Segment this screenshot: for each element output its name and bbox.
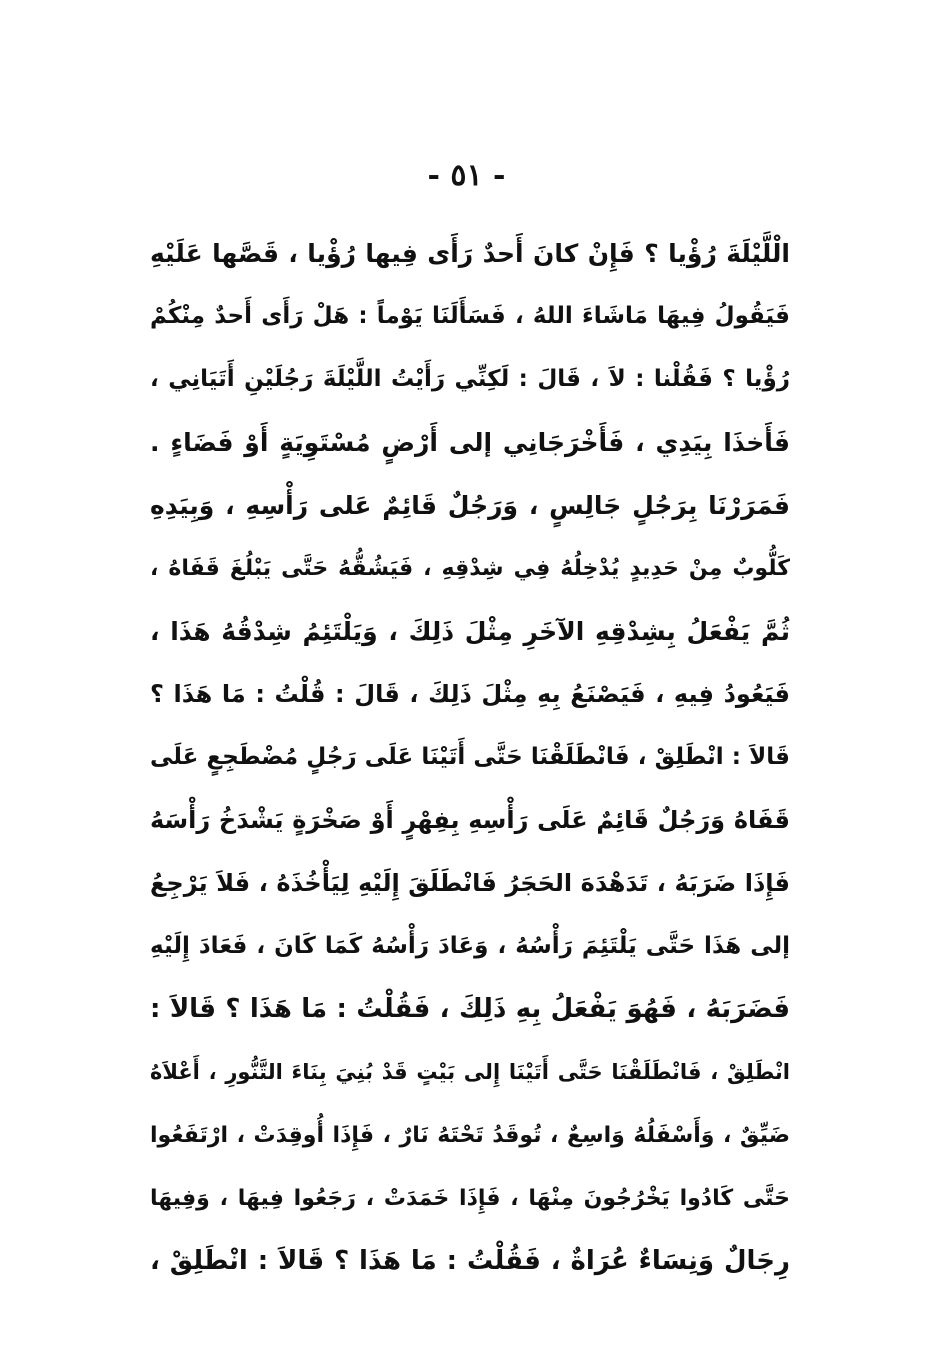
text-line: ثُمَّ يَفْعَلُ بِشِدْقِهِ الآخَرِ مِثْلَ ذَلِكَ ، وَيَلْتَئِمُ شِدْقُهُ هَذَا ،: [150, 617, 790, 646]
text-line: الْلَّيْلَةَ رُؤْيا ؟ فَإِنْ كانَ أَحدٌ رَأَى فِيها رُؤْيا ، قَصَّها عَلَيْهِ: [150, 239, 790, 268]
text-line: انْطَلِقْ ، فَانْطَلَقْنَا حَتَّى أَتَيْنَا إِلى بَيْتٍ قَدْ بُنِيَ بِنَاءَ التَّنُّورِ ، أَعْلاَهُ: [150, 1060, 790, 1084]
body-text: [150, 222, 790, 1293]
text-line: قَفَاهُ وَرَجُلٌ قَائِمٌ عَلَى رَأْسِهِ بِفِهْرٍ أَوْ صَخْرَةٍ يَشْدَخُ رَأْسَهُ: [150, 806, 790, 834]
text-line: ضَيِّقٌ ، وَأَسْفَلُهُ وَاسِعٌ ، تُوقَدُ تَحْتَهُ نَارٌ ، فَإِذَا أُوقِدَتْ ، ارْتَفَعُوا: [150, 1123, 790, 1148]
text-line: حَتَّى كَادُوا يَخْرُجُونَ مِنْهَا ، فَإِذَا خَمَدَتْ ، رَجَعُوا فِيهَا ، وَفِيهَا: [150, 1186, 790, 1211]
text-line: فَإِذَا ضَرَبَهُ ، تَدَهْدَهَ الحَجَرُ فَانْطَلَقَ إِلَيْهِ لِيَأْخُذَهُ ، فَلاَ يَرْجِعُ: [150, 869, 790, 897]
text-line: كَلُّوبٌ مِنْ حَدِيدٍ يُدْخِلُهُ فِي شِدْقِهِ ، فَيَشُقُّهُ حَتَّى يَبْلُغَ قَفَاهُ ،: [150, 556, 790, 581]
text-line: فَيَعُودُ فِيهِ ، فَيَصْنَعُ بِهِ مِثْلَ ذَلِكَ ، قَالَ : قُلْتُ : مَا هَذَا ؟: [150, 680, 790, 708]
text-line: فَيَقُولُ فِيهَا مَاشَاءَ اللهُ ، فَسَأَلَنَا يَوْماً : هَلْ رَأَى أَحدٌ مِنْكُمْ: [150, 303, 790, 329]
text-line: فَضَرَبَهُ ، فَهُوَ يَفْعَلُ بِهِ ذَلِكَ ، فَقُلْتُ : مَا هَذَا ؟ قَالاَ :: [150, 994, 790, 1024]
text-line: إلى هَذَا حَتَّى يَلْتَئِمَ رَأْسُهُ ، وَعَادَ رَأْسُهُ كَمَا كَانَ ، فَعَادَ إِلَيْهِ: [150, 933, 790, 959]
text-line: رُؤْيا ؟ فَقُلْنا : لاَ ، قَالَ : لَكِنِّي رَأَيْتُ اللَّيْلَةَ رَجُلَيْنِ أَتَيَانِي ،: [150, 366, 790, 392]
text-line: رِجَالٌ وَنِسَاءٌ عُرَاةٌ ، فَقُلْتُ : مَا هَذَا ؟ قَالاَ : انْطَلِقْ ،: [150, 1246, 790, 1276]
text-line: قَالاَ : انْطَلِقْ ، فَانْطَلَقْنَا حَتَّى أَتَيْنَا عَلَى رَجُلٍ مُضْطَجِعٍ عَلَى: [150, 744, 790, 770]
page-number: - ٥١ -: [427, 158, 506, 193]
text-line: فَمَرَرْنَا بِرَجُلٍ جَالِسٍ ، وَرَجُلٌ قَائِمٌ عَلى رَأْسِهِ ، وَبِيَدِهِ: [150, 491, 790, 520]
text-line: فَأَخذَا بِيَدِي ، فَأَخْرَجَانِي إلى أَرْضٍ مُسْتَوِيَةٍ أَوْ فَضَاءٍ .: [150, 428, 790, 457]
